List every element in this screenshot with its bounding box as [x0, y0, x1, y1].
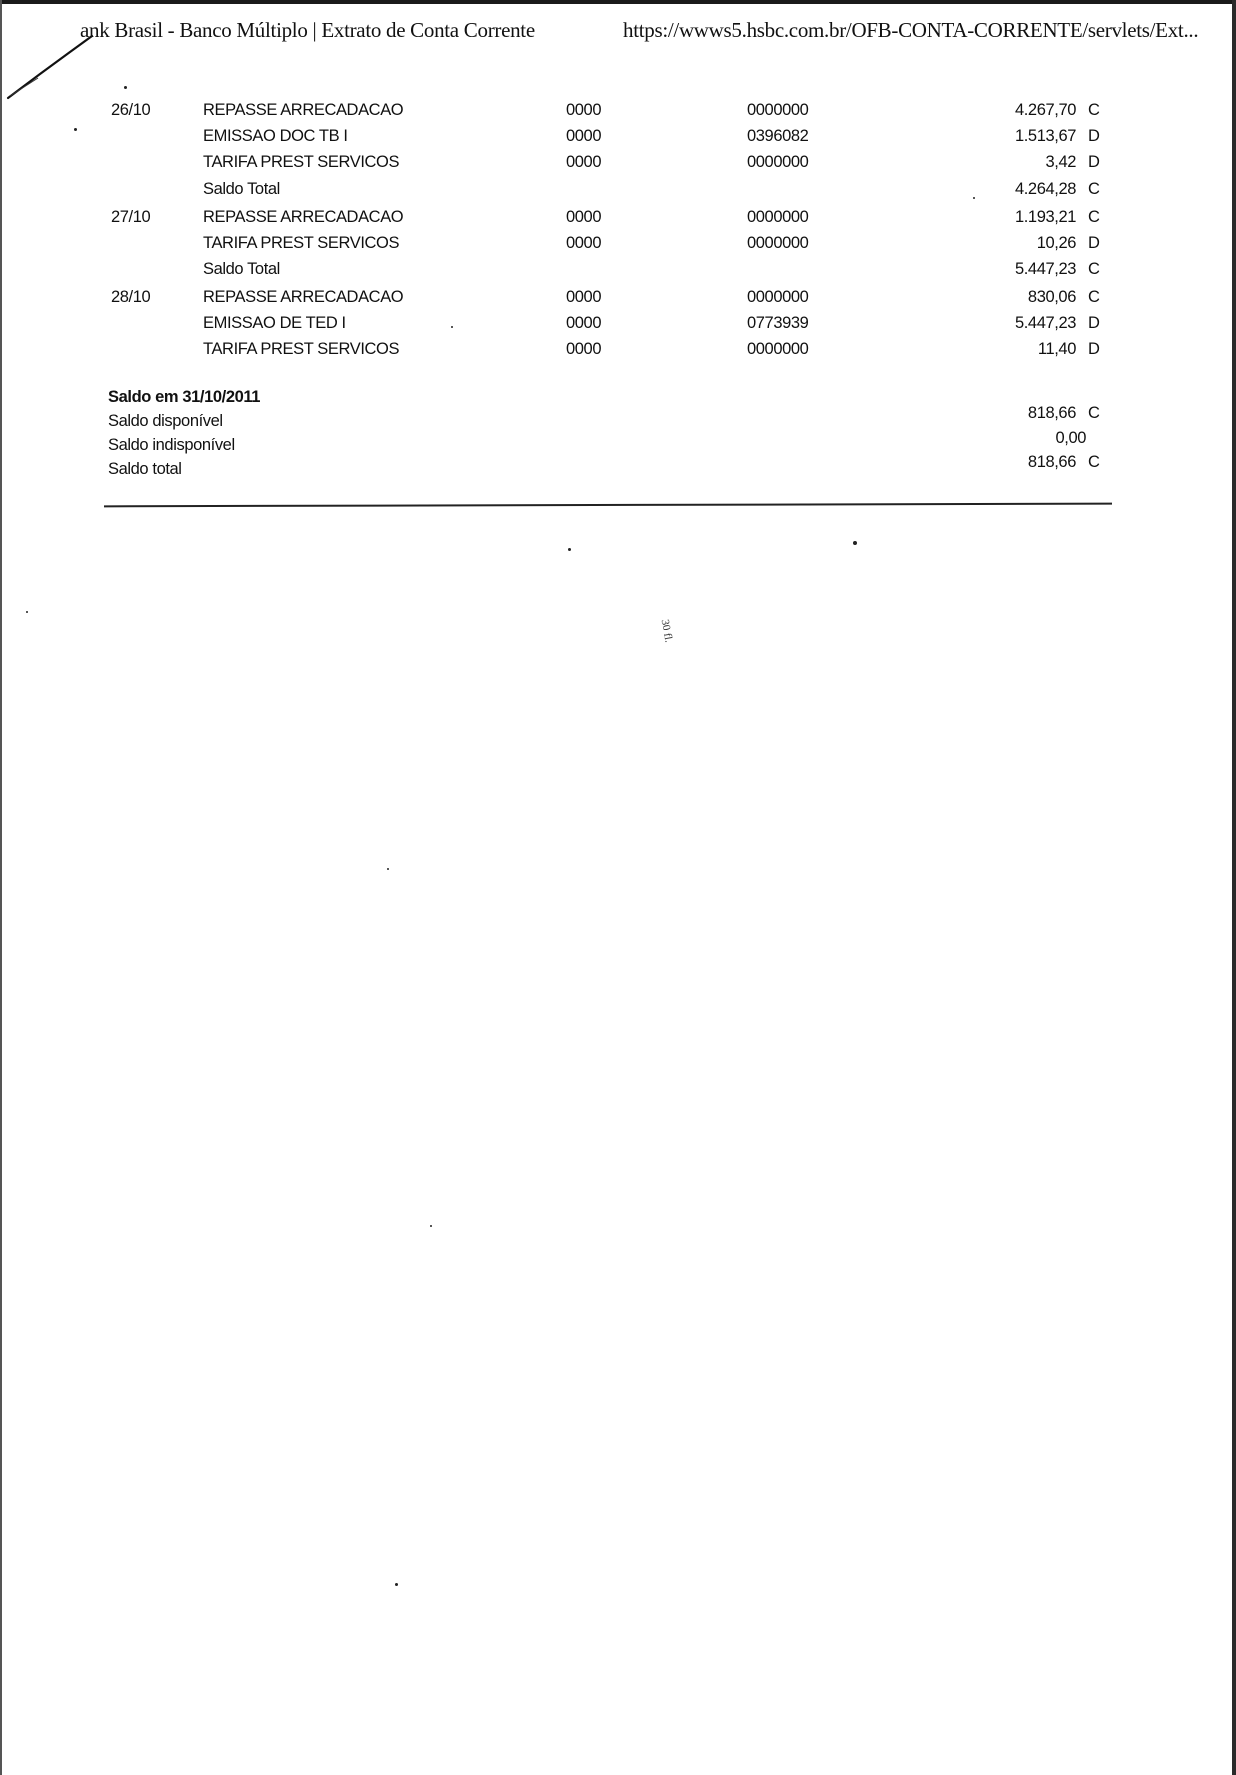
- transaction-agency: 0000: [566, 314, 602, 332]
- transaction-description: REPASSE ARRECADACAO: [203, 208, 404, 226]
- scan-speck: [26, 611, 28, 613]
- total-balance-row: [0, 453, 1236, 484]
- available-balance-label: Saldo disponível: [108, 412, 223, 430]
- available-balance-dc: C: [1088, 404, 1100, 422]
- subtotal-row: [0, 260, 1236, 284]
- transaction-date: 28/10: [111, 288, 151, 306]
- subtotal-label: Saldo Total: [203, 260, 280, 278]
- transaction-row: [0, 288, 1236, 312]
- unavailable-balance-value: 0,00: [1055, 429, 1086, 447]
- subtotal-dc: C: [1088, 260, 1100, 278]
- transaction-row: [0, 208, 1236, 232]
- transaction-row: [0, 127, 1236, 151]
- transaction-description: TARIFA PREST SERVICOS: [203, 340, 400, 358]
- section-divider: [104, 503, 1112, 508]
- transaction-agency: 0000: [566, 153, 602, 171]
- transaction-description: EMISSAO DOC TB I: [203, 127, 348, 145]
- scan-speck: [853, 541, 857, 545]
- transaction-dc: C: [1088, 208, 1100, 226]
- transaction-dc: D: [1088, 314, 1100, 332]
- transaction-description: EMISSAO DE TED I: [203, 314, 346, 332]
- transaction-value: 1.193,21: [1014, 208, 1076, 226]
- scan-speck: [124, 86, 127, 89]
- transaction-dc: D: [1088, 340, 1100, 358]
- transaction-document: 0000000: [747, 208, 809, 226]
- transaction-document: 0000000: [747, 153, 809, 171]
- transaction-document: 0000000: [747, 288, 809, 306]
- transaction-value: 1.513,67: [1014, 127, 1076, 145]
- transaction-description: REPASSE ARRECADACAO: [203, 101, 404, 119]
- transaction-agency: 0000: [566, 127, 602, 145]
- transaction-agency: 0000: [566, 101, 602, 119]
- transaction-row: [0, 101, 1236, 125]
- transaction-row: [0, 314, 1236, 338]
- transaction-value: 5.447,23: [1014, 314, 1076, 332]
- total-balance-value: 818,66: [1027, 453, 1076, 471]
- subtotal-value: 4.264,28: [1014, 180, 1076, 198]
- transaction-document: 0000000: [747, 340, 809, 358]
- scan-speck: [973, 197, 975, 199]
- unavailable-balance-label: Saldo indisponível: [108, 436, 235, 454]
- total-balance-label: Saldo total: [108, 460, 182, 478]
- transaction-document: 0396082: [747, 127, 809, 145]
- scan-speck: [395, 1583, 398, 1586]
- subtotal-dc: C: [1088, 180, 1100, 198]
- transaction-dc: D: [1088, 153, 1100, 171]
- scan-speck: [387, 868, 389, 870]
- scan-speck: [568, 548, 571, 551]
- transaction-value: 4.267,70: [1014, 101, 1076, 119]
- handwritten-annotation: 30 fl.: [658, 618, 675, 644]
- total-balance-dc: C: [1088, 453, 1100, 471]
- transaction-description: TARIFA PREST SERVICOS: [203, 234, 400, 252]
- scan-speck: [451, 326, 453, 328]
- scan-speck: [430, 1225, 432, 1227]
- transaction-document: 0773939: [747, 314, 809, 332]
- transaction-document: 0000000: [747, 234, 809, 252]
- transaction-agency: 0000: [566, 208, 602, 226]
- scan-speck: [74, 128, 77, 131]
- transaction-agency: 0000: [566, 288, 602, 306]
- transaction-dc: C: [1088, 288, 1100, 306]
- header-title: ank Brasil - Banco Múltiplo | Extrato de Conta Corrente: [80, 18, 535, 42]
- transaction-value: 3,42: [1045, 153, 1076, 171]
- transaction-dc: D: [1088, 127, 1100, 145]
- scan-border-top: [0, 0, 1236, 4]
- subtotal-value: 5.447,23: [1014, 260, 1076, 278]
- transaction-value: 10,26: [1036, 234, 1076, 252]
- transaction-value: 11,40: [1037, 340, 1076, 358]
- print-header: [80, 18, 1206, 48]
- transaction-dc: C: [1088, 101, 1100, 119]
- transaction-row: [0, 153, 1236, 177]
- header-url: https://wwws5.hsbc.com.br/OFB-CONTA-CORRENTE/servlets/Ext...: [623, 18, 1199, 42]
- transaction-date: 27/10: [111, 208, 151, 226]
- transaction-agency: 0000: [566, 340, 602, 358]
- transaction-agency: 0000: [566, 234, 602, 252]
- transaction-document: 0000000: [747, 101, 809, 119]
- subtotal-row: [0, 180, 1236, 204]
- transaction-date: 26/10: [111, 101, 151, 119]
- transaction-description: REPASSE ARRECADACAO: [203, 288, 404, 306]
- pen-stroke-mark: [0, 0, 120, 110]
- available-balance-value: 818,66: [1027, 404, 1076, 422]
- transaction-dc: D: [1088, 234, 1100, 252]
- subtotal-label: Saldo Total: [203, 180, 280, 198]
- balance-title: Saldo em 31/10/2011: [108, 388, 261, 406]
- transaction-value: 830,06: [1027, 288, 1076, 306]
- transaction-row: [0, 234, 1236, 258]
- transaction-row: [0, 340, 1236, 364]
- transaction-description: TARIFA PREST SERVICOS: [203, 153, 400, 171]
